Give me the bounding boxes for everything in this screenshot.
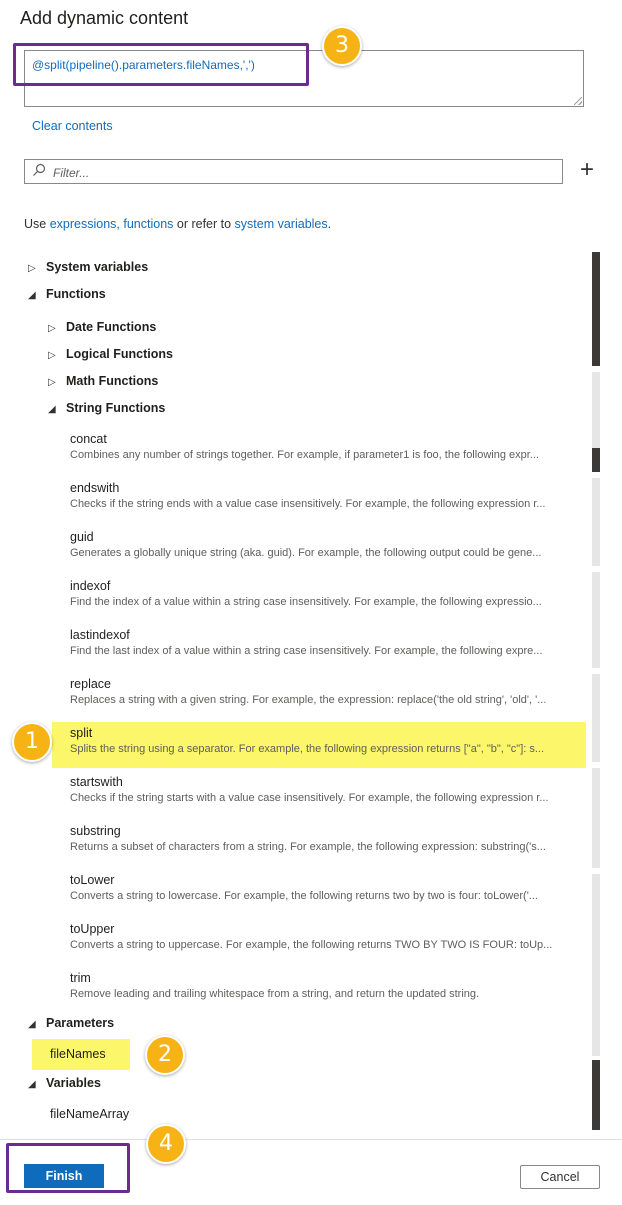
scrollbar-thumb[interactable] (592, 252, 600, 366)
scrollbar-track-segment (592, 1060, 600, 1130)
annotation-box-expression (13, 43, 309, 86)
function-description: Remove leading and trailing whitespace from a string, and return the updated string. (70, 988, 480, 1000)
function-name: guid (70, 530, 94, 544)
tree-logical-functions[interactable] (48, 347, 173, 361)
scrollbar-track-segment (592, 478, 600, 566)
tree-label: Logical Functions (66, 347, 173, 361)
tree-label: System variables (46, 260, 149, 274)
caret-down-icon: ◢ (28, 1079, 36, 1090)
function-description: Splits the string using a separator. For example, the following expression returns ["a", "b", "c"]: s... (70, 743, 545, 755)
tree-label: Variables (46, 1076, 101, 1090)
callout-1: 1 (12, 722, 52, 762)
dialog-title: Add dynamic content (20, 8, 189, 28)
resize-grip-icon[interactable] (574, 97, 582, 105)
tree-label: Functions (46, 287, 106, 301)
function-description: Replaces a string with a given string. For example, the expression: replace('the old string', 'old', '... (70, 694, 547, 706)
clear-contents-link[interactable]: Clear contents (32, 119, 113, 133)
function-name: startswith (70, 775, 123, 789)
add-icon[interactable]: + (579, 156, 594, 183)
tree-system-variables[interactable] (28, 260, 148, 274)
function-name: endswith (70, 481, 120, 495)
function-name: lastindexof (70, 628, 130, 642)
caret-down-icon: ◢ (48, 404, 56, 415)
callout-2: 2 (145, 1035, 185, 1075)
function-description: Returns a subset of characters from a string. For example, the following expression: substring('s... (70, 841, 546, 853)
function-name: substring (70, 824, 121, 838)
caret-down-icon: ◢ (28, 1019, 36, 1030)
scrollbar-track-segment (592, 674, 600, 762)
function-item-lastindexof[interactable] (52, 624, 586, 670)
function-name: replace (70, 677, 111, 691)
function-name: toUpper (70, 922, 115, 936)
function-item-guid[interactable] (52, 526, 586, 572)
help-middle: or refer to (173, 217, 235, 231)
expression-text[interactable]: @split(pipeline().parameters.fileNames,',') (32, 58, 255, 72)
scrollbar-track-segment (592, 768, 600, 868)
function-name: concat (70, 432, 107, 446)
expressions-link[interactable]: expressions, (49, 217, 120, 231)
function-description: Converts a string to lowercase. For example, the following returns two by two is four: toLower('... (70, 890, 538, 902)
function-item-replace[interactable] (52, 673, 586, 719)
tree-functions[interactable] (28, 287, 106, 301)
annotation-box-finish (6, 1143, 130, 1193)
tree-parameters[interactable] (28, 1016, 114, 1030)
function-item-toupper[interactable] (52, 918, 586, 964)
caret-down-icon: ◢ (28, 290, 36, 301)
function-description: Combines any number of strings together. For example, if parameter1 is foo, the following expr... (70, 449, 539, 461)
tree-label: Date Functions (66, 320, 157, 334)
function-item-split[interactable] (52, 722, 586, 768)
scrollbar-track-segment (592, 572, 600, 668)
function-description: Converts a string to uppercase. For example, the following returns TWO BY TWO IS FOUR: toUp... (70, 939, 553, 951)
help-suffix: . (327, 217, 332, 231)
function-item-substring[interactable] (52, 820, 586, 866)
scrollbar-track-segment (592, 874, 600, 1056)
tree-date-functions[interactable] (48, 320, 156, 334)
function-item-trim[interactable] (52, 967, 586, 1013)
function-name: split (70, 726, 93, 740)
tree-string-functions[interactable] (48, 401, 165, 415)
cancel-button[interactable]: Cancel (520, 1165, 600, 1189)
function-item-endswith[interactable] (52, 477, 586, 523)
function-name: indexof (70, 579, 111, 593)
caret-right-icon: ▷ (48, 350, 56, 361)
scrollbar-track-segment (592, 448, 600, 472)
help-prefix: Use (24, 217, 50, 231)
function-item-tolower[interactable] (52, 869, 586, 915)
function-description: Checks if the string ends with a value case insensitively. For example, the following expression r... (70, 498, 546, 510)
search-icon (32, 163, 46, 177)
function-item-startswith[interactable] (52, 771, 586, 817)
caret-right-icon: ▷ (48, 323, 56, 334)
function-description: Generates a globally unique string (aka. guid). For example, the following output could be gene... (70, 547, 542, 559)
filter-field[interactable] (24, 159, 563, 184)
parameter-item-filenames[interactable]: fileNames (50, 1047, 106, 1061)
function-description: Checks if the string starts with a value case insensitively. For example, the following expression r... (70, 792, 549, 804)
finish-button[interactable]: Finish (24, 1164, 104, 1188)
caret-right-icon: ▷ (28, 263, 36, 274)
function-item-indexof[interactable] (52, 575, 586, 621)
function-name: trim (70, 971, 91, 985)
function-name: toLower (70, 873, 115, 887)
tree-variables[interactable] (28, 1076, 101, 1090)
function-description: Find the last index of a value within a string case insensitively. For example, the following expre... (70, 645, 543, 657)
footer-divider (0, 1139, 622, 1140)
callout-4: 4 (146, 1124, 186, 1164)
function-description: Find the index of a value within a string case insensitively. For example, the following expressio... (70, 596, 542, 608)
caret-right-icon: ▷ (48, 377, 56, 388)
filter-input[interactable] (51, 162, 555, 183)
function-item-concat[interactable] (52, 428, 586, 474)
callout-3: 3 (322, 26, 362, 66)
scrollbar[interactable] (592, 252, 600, 1130)
tree-math-functions[interactable] (48, 374, 158, 388)
tree-label: Math Functions (66, 374, 159, 388)
variable-item-filenamearray[interactable]: fileNameArray (50, 1107, 130, 1121)
tree-label: String Functions (66, 401, 166, 415)
functions-link[interactable]: functions (123, 217, 174, 231)
system-variables-link[interactable]: system variables (234, 217, 328, 231)
help-text (24, 217, 331, 231)
tree-label: Parameters (46, 1016, 115, 1030)
scrollbar-track-segment (592, 372, 600, 448)
